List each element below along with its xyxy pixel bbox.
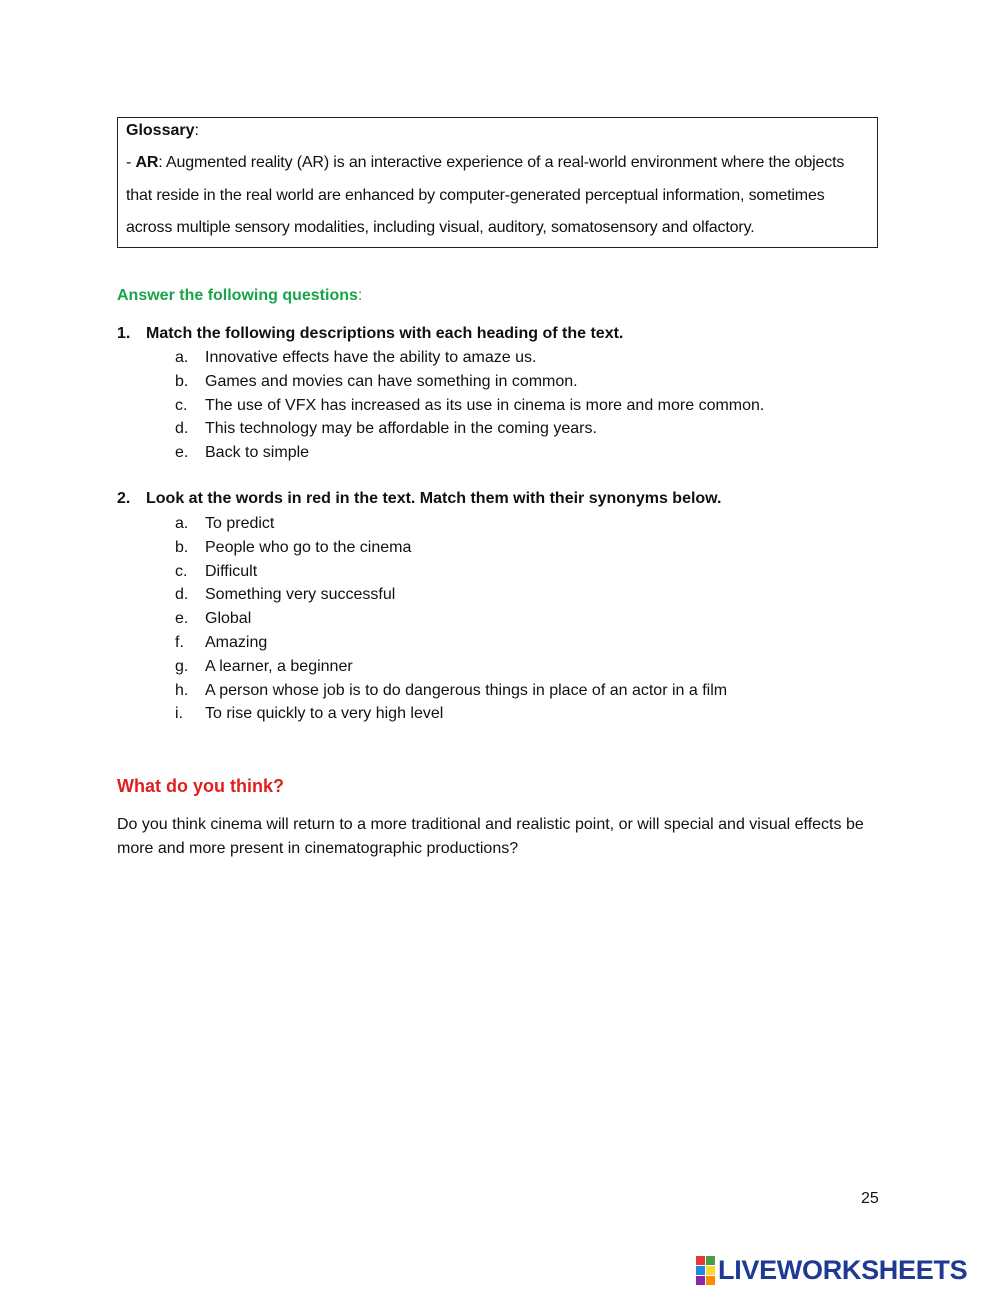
item-letter: c. xyxy=(175,396,188,414)
item-text: The use of VFX has increased as its use in cinema is more and more common. xyxy=(205,396,765,414)
instructions-title: Answer the following questions xyxy=(117,287,358,304)
question-prompt: Look at the words in red in the text. Match them with their synonyms below. xyxy=(146,490,722,507)
list-item xyxy=(175,607,727,631)
logo-block xyxy=(696,1256,705,1265)
item-letter: d. xyxy=(175,420,189,438)
instructions-colon: : xyxy=(357,287,363,304)
item-letter: g. xyxy=(175,657,189,675)
glossary-definition-text: : Augmented reality (AR) is an interactive experience of a real-world environment where the objects that reside in the real world are enhanced by computer-generated perceptual information, sometimes across multiple sensory modalities, including visual, auditory, somatosensory and olfactory. xyxy=(126,154,845,236)
glossary-box xyxy=(117,117,878,248)
list-item xyxy=(175,702,727,726)
list-item xyxy=(175,655,727,679)
list-item xyxy=(175,417,764,441)
item-letter: b. xyxy=(175,538,189,556)
question-2 xyxy=(117,490,721,508)
question-2-items xyxy=(175,512,727,726)
list-item xyxy=(175,441,764,465)
item-letter: d. xyxy=(175,586,189,604)
list-item xyxy=(175,679,727,703)
list-item xyxy=(175,512,727,536)
item-text: Something very successful xyxy=(205,586,396,604)
item-text: Global xyxy=(205,610,252,628)
item-text: Innovative effects have the ability to amaze us. xyxy=(205,349,537,366)
logo-block xyxy=(696,1266,705,1275)
item-letter: h. xyxy=(175,681,189,699)
logo-text: LIVEWORKSHEETS xyxy=(718,1254,968,1285)
liveworksheets-logo[interactable] xyxy=(696,1255,967,1285)
item-letter: c. xyxy=(175,562,188,580)
item-text: Games and movies can have something in common. xyxy=(205,372,578,390)
instructions-heading xyxy=(117,287,362,305)
item-text: Difficult xyxy=(205,562,258,580)
item-text: A person whose job is to do dangerous things in place of an actor in a film xyxy=(205,681,728,699)
list-item xyxy=(175,536,727,560)
logo-blocks-icon xyxy=(696,1256,715,1285)
glossary-definition xyxy=(126,147,869,245)
item-text: Amazing xyxy=(205,633,268,651)
item-letter: a. xyxy=(175,515,189,532)
question-number: 1. xyxy=(117,325,131,342)
list-item xyxy=(175,394,764,418)
question-number: 2. xyxy=(117,490,131,507)
question-1-items xyxy=(175,346,764,465)
item-text: People who go to the cinema xyxy=(205,538,412,556)
item-letter: b. xyxy=(175,372,189,390)
opinion-title: What do you think? xyxy=(117,776,284,796)
item-text: To predict xyxy=(205,515,275,532)
item-text: This technology may be affordable in the coming years. xyxy=(205,420,597,438)
glossary-term: AR xyxy=(135,154,159,171)
logo-block xyxy=(706,1256,715,1265)
question-1 xyxy=(117,325,623,343)
item-letter: e. xyxy=(175,610,189,628)
list-item xyxy=(175,560,727,584)
logo-block xyxy=(696,1276,705,1285)
item-letter: e. xyxy=(175,444,189,462)
item-letter: a. xyxy=(175,349,189,366)
glossary-title-colon: : xyxy=(194,122,199,139)
item-text: Back to simple xyxy=(205,444,310,462)
opinion-question: Do you think cinema will return to a more traditional and realistic point, or will special and visual effects be more and more present in cinematographic productions? xyxy=(117,816,864,857)
item-text: A learner, a beginner xyxy=(205,657,353,675)
logo-block xyxy=(706,1266,715,1275)
list-item xyxy=(175,631,727,655)
item-letter: f. xyxy=(175,633,184,651)
question-prompt: Match the following descriptions with each heading of the text. xyxy=(146,325,624,342)
list-item xyxy=(175,346,764,370)
item-letter: i. xyxy=(175,705,183,723)
list-item xyxy=(175,370,764,394)
glossary-title: Glossary xyxy=(126,122,195,139)
glossary-term-prefix: - xyxy=(126,154,136,171)
list-item xyxy=(175,583,727,607)
item-text: To rise quickly to a very high level xyxy=(205,705,444,723)
glossary-title-line xyxy=(126,120,869,142)
logo-block xyxy=(706,1276,715,1285)
page-number: 25 xyxy=(861,1190,879,1207)
